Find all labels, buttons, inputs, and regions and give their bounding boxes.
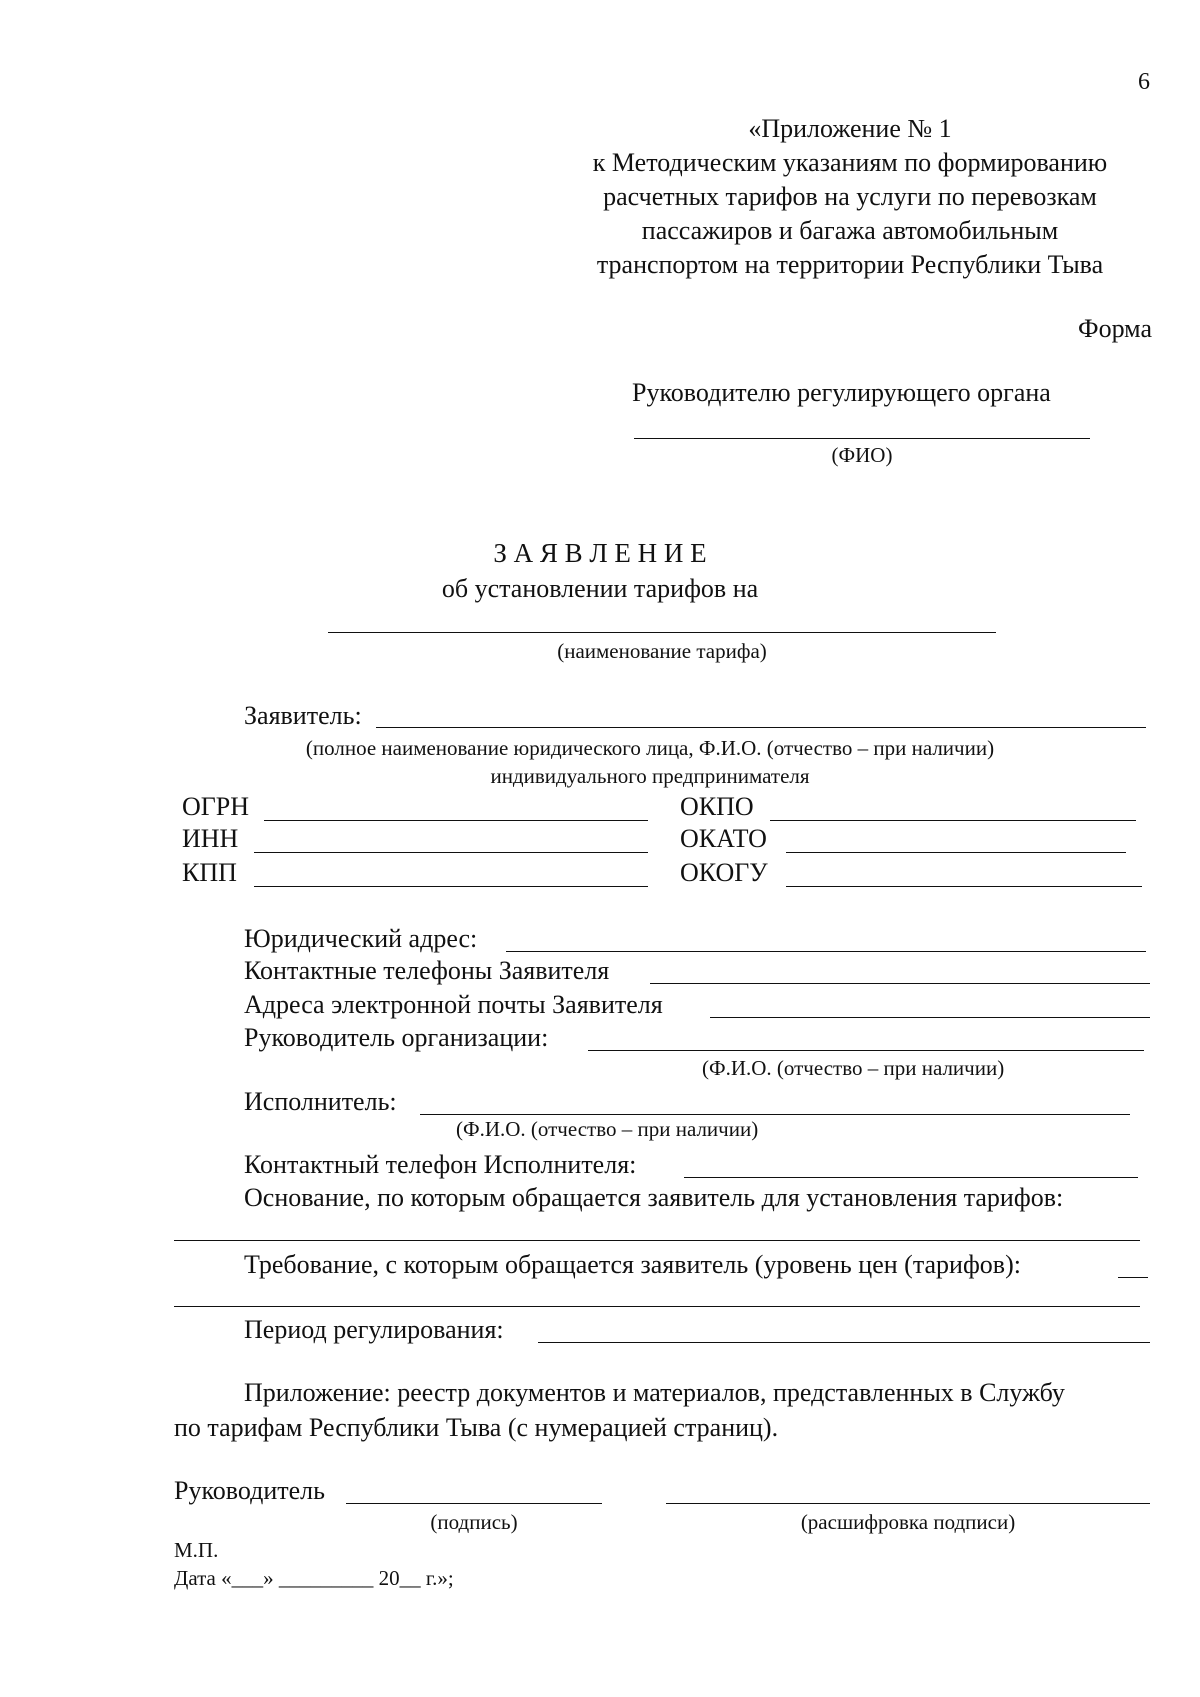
attachment-line-1: Приложение: реестр документов и материалов, представленных в Службу — [244, 1378, 1065, 1407]
okogu-label: ОКОГУ — [680, 858, 768, 887]
ogrn-line[interactable] — [264, 820, 648, 821]
appendix-line-4: пассажиров и багажа автомобильным — [641, 216, 1059, 245]
email-line[interactable] — [710, 1017, 1150, 1018]
period-label: Период регулирования: — [244, 1315, 504, 1344]
tariff-name-line[interactable] — [328, 632, 996, 633]
document-subtitle: об установлении тарифов на — [441, 574, 759, 603]
document-title: З А Я В Л Е Н И Е — [493, 538, 707, 568]
okato-label: ОКАТО — [680, 824, 767, 853]
applicant-caption-1: (полное наименование юридического лица, Ф.И.О. (отчество – при наличии) — [305, 736, 995, 760]
signature-decoding-line[interactable] — [666, 1503, 1150, 1504]
form-label: Форма — [1078, 314, 1152, 343]
signature-line[interactable] — [346, 1503, 602, 1504]
head-caption: (Ф.И.О. (отчество – при наличии) — [702, 1056, 1005, 1080]
executor-line[interactable] — [420, 1114, 1130, 1115]
requirement-line[interactable] — [174, 1306, 1140, 1307]
okpo-label: ОКПО — [680, 792, 754, 821]
attachment-line-2: по тарифам Республики Тыва (с нумерацией страниц). — [174, 1413, 779, 1442]
okpo-line[interactable] — [770, 820, 1136, 821]
kpp-label: КПП — [182, 858, 237, 887]
head-label: Руководитель организации: — [244, 1023, 549, 1052]
addressee-fio-line[interactable] — [634, 438, 1090, 439]
addressee-caption: (ФИО) — [831, 443, 893, 467]
ogrn-label: ОГРН — [182, 792, 250, 821]
signature-decoding-caption: (расшифровка подписи) — [800, 1510, 1016, 1534]
basis-label: Основание, по которым обращается заявитель для установления тарифов: — [244, 1183, 1064, 1212]
executor-label: Исполнитель: — [244, 1087, 397, 1116]
appendix-line-3: расчетных тарифов на услуги по перевозкам — [603, 182, 1097, 211]
inn-label: ИНН — [182, 824, 239, 853]
appendix-line-5: транспортом на территории Республики Тыва — [596, 250, 1104, 279]
legal-address-label: Юридический адрес: — [244, 924, 478, 953]
executor-phone-label: Контактный телефон Исполнителя: — [244, 1150, 637, 1179]
applicant-label: Заявитель: — [244, 701, 362, 730]
inn-line[interactable] — [254, 852, 648, 853]
applicant-caption-2: индивидуального предпринимателя — [490, 764, 810, 788]
executor-caption: (Ф.И.О. (отчество – при наличии) — [456, 1117, 759, 1141]
stamp-label: М.П. — [174, 1538, 219, 1562]
head-line[interactable] — [588, 1050, 1144, 1051]
executor-phone-line[interactable] — [684, 1177, 1138, 1178]
okato-line[interactable] — [786, 852, 1126, 853]
basis-line[interactable] — [174, 1240, 1140, 1241]
addressee-text: Руководителю регулирующего органа — [632, 378, 1051, 407]
appendix-line-1: «Приложение № 1 — [748, 114, 952, 143]
legal-address-line[interactable] — [506, 951, 1146, 952]
period-line[interactable] — [538, 1342, 1150, 1343]
page-number: 6 — [1138, 69, 1150, 95]
kpp-line[interactable] — [254, 886, 648, 887]
applicant-line[interactable] — [376, 727, 1146, 728]
okogu-line[interactable] — [786, 886, 1142, 887]
requirement-label: Требование, с которым обращается заявитель (уровень цен (тарифов): — [244, 1250, 1021, 1279]
email-label: Адреса электронной почты Заявителя — [244, 990, 663, 1019]
date-line: Дата «___» _________ 20__ г.»; — [174, 1566, 454, 1590]
signature-label: Руководитель — [174, 1476, 325, 1505]
tariff-name-caption: (наименование тарифа) — [557, 639, 767, 663]
appendix-line-2: к Методическим указаниям по формированию — [592, 148, 1108, 177]
requirement-inline-line[interactable] — [1118, 1277, 1148, 1278]
contact-phones-label: Контактные телефоны Заявителя — [244, 956, 610, 985]
contact-phones-line[interactable] — [650, 983, 1150, 984]
signature-caption: (подпись) — [430, 1510, 518, 1534]
